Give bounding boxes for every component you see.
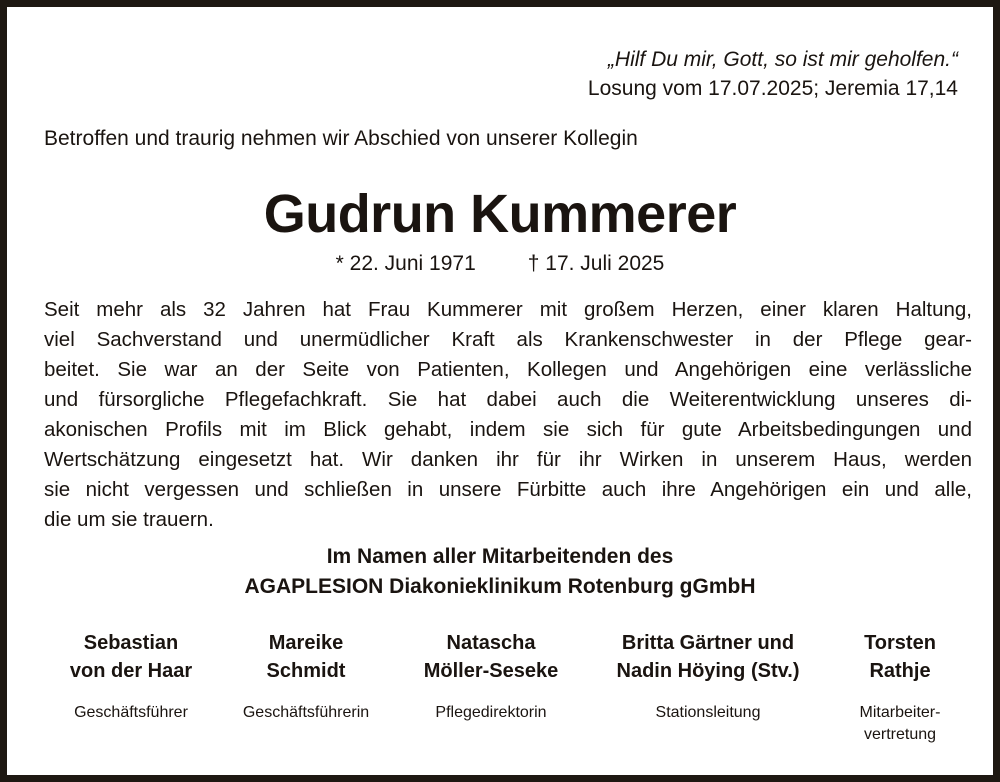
tribute-line: akonischen Profils mit im Blick gehabt, indem sie sich für gute Arbeitsbedingungen und [44,418,972,441]
signatory-role: Pflegedirektorin [435,704,547,721]
org-line-1: Im Namen aller Mitarbeitenden des [326,545,674,568]
tribute-line: sie nicht vergessen und schließen in unsere Fürbitte auch ihre Angehörigen ein und alle, [44,478,972,501]
signatory-name: Mareike Schmidt [266,632,346,682]
signatory [51,629,211,724]
birth-date: * 22. Juni 1971 [335,252,476,275]
tribute-text [44,295,972,535]
signatory-name: Natascha Möller-Seseke [423,632,559,682]
signatory-name: Britta Gärtner und Nadin Höying (Stv.) [616,632,800,682]
signatory [401,629,581,724]
tribute-line: Seit mehr als 32 Jahren hat Frau Kummerer mit großem Herzen, einer klaren Haltung, [44,298,972,321]
quote-source: Losung vom 17.07.2025; Jeremia 17,14 [587,77,958,100]
signatory-name: Torsten Rathje [864,632,936,682]
intro-text: Betroffen und traurig nehmen wir Abschied von unserer Kollegin [44,127,638,150]
org-line-2: AGAPLESION Diakonieklinikum Rotenburg gGmbH [244,575,756,598]
signatory [833,629,967,746]
signatory-role: Stationsleitung [655,704,761,721]
tribute-line: die um sie trauern. [44,508,214,531]
tribute-line: und fürsorgliche Pflegefachkraft. Sie hat dabei auch die Weiterentwicklung unseres di- [44,388,972,411]
tribute-line: viel Sachverstand und unermüdlicher Kraft als Krankenschwester in der Pflege gear- [44,328,972,351]
signatory-role: Mitarbeiter- vertretung [859,704,941,743]
death-date: † 17. Juli 2025 [527,252,665,275]
signatory [593,629,823,724]
signatory [221,629,391,724]
signatory-name: Sebastian von der Haar [69,632,193,682]
organization-block [7,542,993,602]
bible-quote [588,45,958,103]
tribute-line: beitet. Sie war an der Seite von Patienten, Kollegen und Angehörigen eine verlässliche [44,358,972,381]
signatory-role: Geschäftsführer [74,704,188,721]
deceased-name: Gudrun Kummerer [263,184,737,244]
signatory-role: Geschäftsführerin [242,704,370,721]
tribute-line: Wertschätzung eingesetzt hat. Wir danken ihr für ihr Wirken in unserem Haus, werden [44,448,972,471]
life-dates [7,252,993,276]
quote-text: „Hilf Du mir, Gott, so ist mir geholfen.“ [607,48,958,71]
